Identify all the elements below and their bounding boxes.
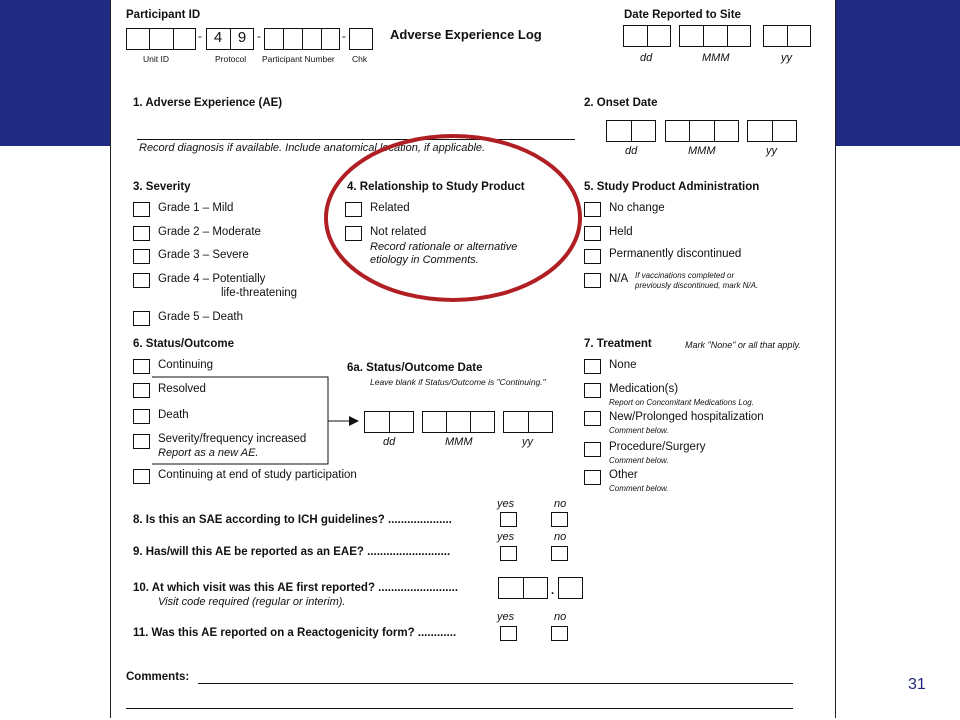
severity-grade4-label: Grade 4 – Potentially xyxy=(158,273,266,285)
not-related-label: Not related xyxy=(370,226,427,238)
q4-label: 4. Relationship to Study Product xyxy=(347,181,525,193)
admin-na-note-1: If vaccinations completed or xyxy=(635,271,735,280)
severity-grade4-label-2: life-threatening xyxy=(221,287,298,299)
q9-label: 9. Has/will this AE be reported as an EAE? .......................... xyxy=(133,546,451,558)
q9-yes-caption: yes xyxy=(497,531,515,543)
treatment-hospitalization-note: Comment below. xyxy=(609,426,669,435)
unit-id-caption: Unit ID xyxy=(143,54,169,64)
status-date-yy-caption: yy xyxy=(522,436,533,448)
onset-dd-caption: dd xyxy=(625,145,638,157)
treatment-none-label: None xyxy=(609,359,637,371)
severity-grade5-label: Grade 5 – Death xyxy=(158,311,244,323)
q10-label: 10. At which visit was this AE first reported? ......................... xyxy=(133,582,459,594)
q3-label: 3. Severity xyxy=(133,181,191,193)
admin-no-change-label: No change xyxy=(609,202,665,214)
participant-id-label: Participant ID xyxy=(126,9,201,21)
treatment-other-note: Comment below. xyxy=(609,484,669,493)
status-date-mmm-caption: MMM xyxy=(445,436,473,448)
date-reported-label: Date Reported to Site xyxy=(624,9,741,21)
treatment-procedure-label: Procedure/Surgery xyxy=(609,441,706,453)
status-continuing-label: Continuing xyxy=(158,359,213,371)
severity-grade2-label: Grade 2 – Moderate xyxy=(158,226,261,238)
protocol-digit-1: 4 xyxy=(213,29,223,46)
visit-code-dot: . xyxy=(551,585,555,597)
q11-no-caption: no xyxy=(554,611,567,623)
admin-held-label: Held xyxy=(609,226,633,238)
onset-mmm-caption: MMM xyxy=(688,145,716,157)
q6a-label: 6a. Status/Outcome Date xyxy=(347,362,483,374)
form-title: Adverse Experience Log xyxy=(390,27,542,42)
q10-hint: Visit code required (regular or interim). xyxy=(158,596,346,608)
q6-label: 6. Status/Outcome xyxy=(133,338,234,350)
admin-na-note-2: previously discontinued, mark N/A. xyxy=(635,281,759,290)
severity-grade3-label: Grade 3 – Severe xyxy=(158,249,249,261)
date-yy-caption: yy xyxy=(781,52,792,64)
treatment-other-label: Other xyxy=(609,469,638,481)
treatment-hospitalization-label: New/Prolonged hospitalization xyxy=(609,411,764,423)
related-label: Related xyxy=(370,202,410,214)
treatment-medication-label: Medication(s) xyxy=(609,383,679,395)
status-severity-increased-label: Severity/frequency increased xyxy=(158,433,307,445)
q8-yes-caption: yes xyxy=(497,498,515,510)
status-new-ae-note: Report as a new AE. xyxy=(158,447,259,459)
status-date-dd-caption: dd xyxy=(383,436,396,448)
q2-label: 2. Onset Date xyxy=(584,97,658,109)
status-resolved-label: Resolved xyxy=(158,383,206,395)
q9-no-caption: no xyxy=(554,531,567,543)
treatment-procedure-note: Comment below. xyxy=(609,456,669,465)
highlight-circle xyxy=(111,0,837,718)
chk-caption: Chk xyxy=(352,54,368,64)
q5-label: 5. Study Product Administration xyxy=(584,181,760,193)
q7-label: 7. Treatment xyxy=(584,338,652,350)
q8-label: 8. Is this an SAE according to ICH guidelines? .................... xyxy=(133,514,452,526)
not-related-note-2: etiology in Comments. xyxy=(370,254,479,266)
comments-label: Comments: xyxy=(126,671,190,683)
severity-grade1-label: Grade 1 – Mild xyxy=(158,202,234,214)
date-mmm-caption: MMM xyxy=(702,52,730,64)
participant-number-caption: Participant Number xyxy=(262,54,335,64)
q11-yes-caption: yes xyxy=(497,611,515,623)
protocol-caption: Protocol xyxy=(215,54,247,64)
treatment-medication-note: Report on Concomitant Medications Log. xyxy=(609,398,754,407)
status-death-label: Death xyxy=(158,409,189,421)
admin-na-label: N/A xyxy=(609,273,629,285)
q11-label: 11. Was this AE reported on a Reactogenicity form? ............ xyxy=(133,627,457,639)
protocol-digit-2: 9 xyxy=(237,29,247,46)
admin-discontinued-label: Permanently discontinued xyxy=(609,248,742,260)
status-continuing-end-label: Continuing at end of study participation xyxy=(158,469,357,481)
q6a-hint: Leave blank if Status/Outcome is "Continuing." xyxy=(370,377,546,387)
q1-hint: Record diagnosis if available. Include anatomical location, if applicable. xyxy=(139,142,486,154)
not-related-note-1: Record rationale or alternative xyxy=(370,241,518,253)
q7-hint: Mark "None" or all that apply. xyxy=(685,340,801,350)
onset-yy-caption: yy xyxy=(766,145,777,157)
adverse-experience-form: Participant ID - 4 9 - - Unit ID Protocol Participant Number Chk Adverse Experience Log Date Reported to Site dd MMM yy 1. Adverse Experience (AE) Record diagnosis if available. Include anatomical location, if applicable. 2. Onset Date dd MMM yy 3. Severity Grade 1 – Mild Grade 2 – Moderate Grade 3 – Severe Grade 4 – Potentially life-threatening Grade 5 – Death 4. Relationship to Study Product Related Not related Record rationale or alternative etiology in Comments. 5. Study Product Administration No change Held Permanently discontinued N/A If vaccinations completed or previously discontinued, mark N/A. 6. Status/Outcome Continuing Resolved Death Severity/frequency increased Report as a new AE. Continuing at end of study participation 6a. Status/Outcome Date Leave blank if Status/Outcome is "Continuing." dd MMM yy 7. Treatment Mark "None" or all that apply. None Medication(s) Report on Concomitant Medications Log. New/Prolonged hospitalization Comment below. Procedure/Surgery Comment below. Other Comment below. yes no 8. Is this an SAE according to ICH guidelines? .................... yes no 9. Has/will this AE be reported as an EAE? .......................... 10. At which visit was this AE first reported? ......................... Visit code required (regular or interim). . yes no 11. Was this AE reported on a Reactogenicity form? ............ Comments: xyxy=(110,0,836,718)
date-dd-caption: dd xyxy=(640,52,653,64)
q8-no-caption: no xyxy=(554,498,567,510)
q1-label: 1. Adverse Experience (AE) xyxy=(133,97,283,109)
slide-page-number: 31 xyxy=(908,676,926,693)
